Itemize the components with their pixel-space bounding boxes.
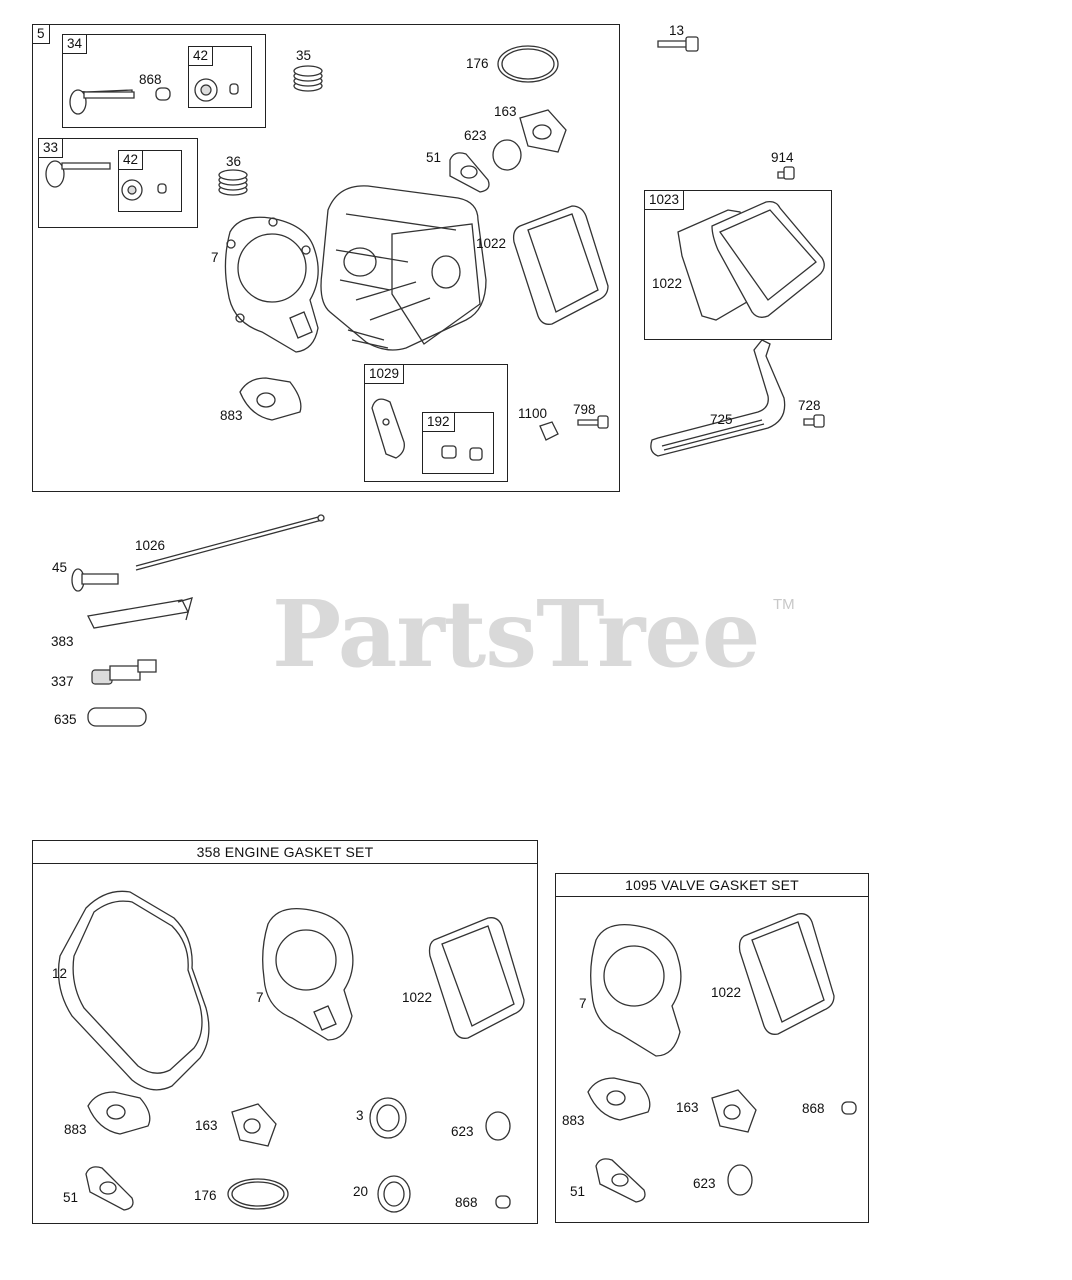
callout-35: 35 [296,48,312,63]
tool-383-drawing [88,598,192,628]
vgs-callout-1022: 1022 [711,985,742,1000]
air-guide-725-drawing [651,340,785,456]
callout-623: 623 [464,128,487,143]
vgs-callout-7: 7 [579,996,587,1011]
callout-337: 337 [51,674,74,689]
valve-gasket-set-box [555,873,869,1223]
callout-1026: 1026 [135,538,166,553]
tappet-45-drawing [72,569,118,591]
subassembly-label: 192 [422,412,455,432]
egs-callout-20: 20 [353,1184,369,1199]
callout-635: 635 [54,712,77,727]
screw-728-drawing [804,415,824,427]
cover-assembly-label: 1023 [644,190,684,210]
callout-883: 883 [220,408,243,423]
spark-plug-boot-635-drawing [88,708,146,726]
callout-1022-cover: 1022 [652,276,683,291]
egs-callout-12: 12 [52,966,68,981]
subassembly-label: 42 [188,46,213,66]
trademark-mark: TM [773,596,795,613]
callout-1022: 1022 [476,236,507,251]
egs-callout-623: 623 [451,1124,474,1139]
subassembly-box-42 [188,46,252,108]
callout-728: 728 [798,398,821,413]
egs-callout-3: 3 [356,1108,364,1123]
engine-gasket-set-box [32,840,538,1224]
vgs-callout-623: 623 [693,1176,716,1191]
egs-callout-163: 163 [195,1118,218,1133]
egs-callout-7: 7 [256,990,264,1005]
egs-callout-176: 176 [194,1188,217,1203]
callout-725: 725 [710,412,733,427]
callout-163: 163 [494,104,517,119]
partstree-watermark: PartsTree [272,580,760,688]
callout-13: 13 [669,23,685,38]
vgs-callout-51: 51 [570,1184,586,1199]
bolt-13-drawing [658,37,698,51]
callout-36: 36 [226,154,242,169]
callout-45: 45 [52,560,68,575]
egs-callout-1022: 1022 [402,990,433,1005]
egs-callout-51: 51 [63,1190,79,1205]
assembly-label: 5 [32,24,50,44]
callout-914: 914 [771,150,794,165]
vgs-callout-163: 163 [676,1100,699,1115]
callout-51: 51 [426,150,442,165]
screw-914-drawing [778,167,794,179]
subassembly-label: 33 [38,138,63,158]
subassembly-label: 1029 [364,364,404,384]
callout-798: 798 [573,402,596,417]
subassembly-box-192 [422,412,494,474]
spark-plug-337-drawing [92,660,156,684]
callout-383: 383 [51,634,74,649]
egs-callout-883: 883 [64,1122,87,1137]
subassembly-label: 42 [118,150,143,170]
cover-assembly-box-1023 [644,190,832,340]
subassembly-box-42b [118,150,182,212]
valve-gasket-set-title: 1095 VALVE GASKET SET [556,874,868,897]
callout-868: 868 [139,72,162,87]
egs-callout-868: 868 [455,1195,478,1210]
vgs-callout-868: 868 [802,1101,825,1116]
callout-176: 176 [466,56,489,71]
vgs-callout-883: 883 [562,1113,585,1128]
callout-7: 7 [211,250,219,265]
subassembly-label: 34 [62,34,87,54]
callout-1100: 1100 [518,406,548,421]
engine-gasket-set-title: 358 ENGINE GASKET SET [33,841,537,864]
